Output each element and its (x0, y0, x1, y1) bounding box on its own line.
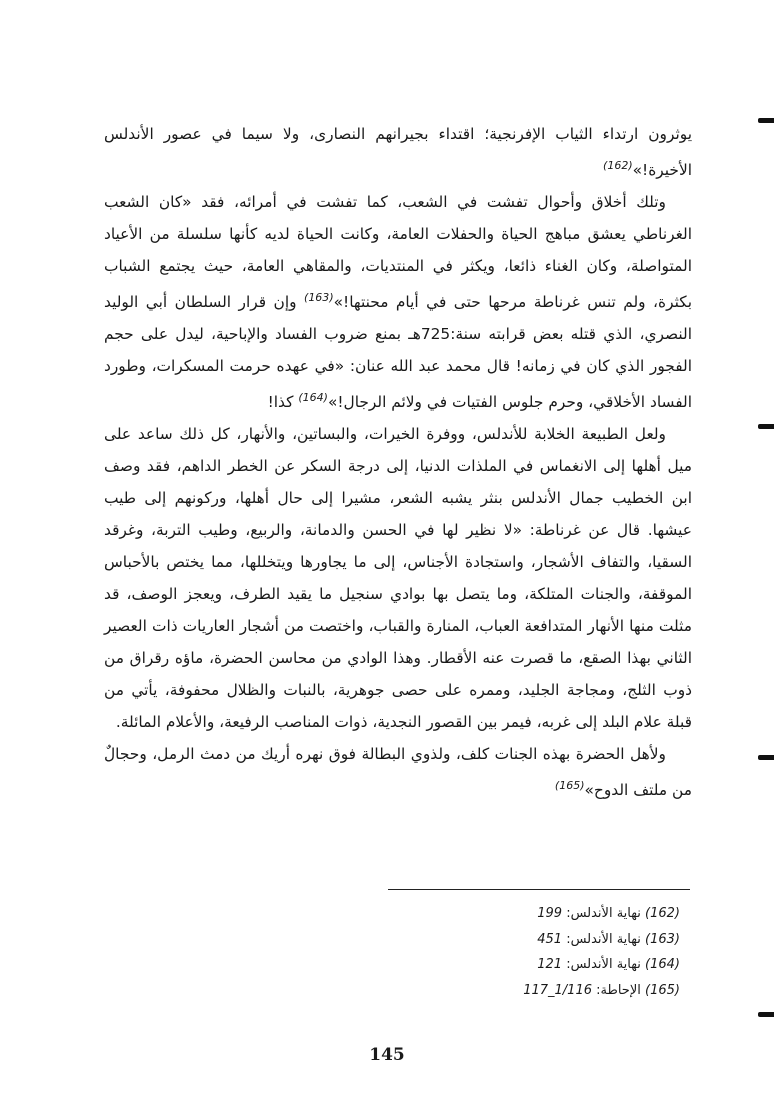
footnote-item: (162) نهاية الأندلس: 199 (537, 906, 680, 921)
main-text (104, 118, 692, 807)
edge-mark (758, 1012, 774, 1017)
footnote-ref-162[interactable]: (162) (603, 159, 633, 172)
footnote-item: (164) نهاية الأندلس: 121 (537, 957, 680, 972)
footnotes (400, 901, 680, 1003)
footnote-divider (388, 889, 690, 890)
paragraph-2: وتلك أخلاق وأحوال تفشت في الشعب، كما تفشت في أمرائه، فقد «كان الشعب الغرناطي يعشق مباهج الحياة والحفلات العامة، وكانت الحياة لديه كأنها سلسلة من الأعياد المتواصلة، وكان الغناء ذائعا، ويكثر في المنتديات، والمقاهي العامة، حيث يجتمع الشباب بكثرة، ولم تنس غرناطة مرحها حتى في أيام محنتها!»$^{(163)}$ وإن قرار السلطان أبي الوليد النصري، الذي قتله بعض قرابته سنة:725هـ بمنع ضروب الفساد والإباحية، ليدل على حجم الفجور الذي كان في زمانه! قال محمد عبد الله عنان: «في عهده حرمت المسكرات، وطورد الفساد الأخلاقي، وحرم جلوس الفتيات في ولائم الرجال!»$^{(164)}$ كذا! (104, 193, 693, 412)
edge-mark (758, 755, 774, 760)
paragraph-3: ولعل الطبيعة الخلابة للأندلس، ووفرة الخيرات، والبساتين، والأنهار، كل ذلك ساعد على ميل أهلها إلى الانغماس في الملذات الدنيا، إلى درجة السكر عن الخطر الداهم، فقد وصف ابن الخطيب جمال الأندلس بنثر يشبه الشعر، مشيرا إلى حال أهلها، وركونهم إلى طيب عيشها. قال عن غرناطة: «لا نظير لها في الحسن والدمانة، والربيع، وطيب التربة، وغرقد السقيا، والتفاف الأشجار، واستجادة الأجناس، إلى ما يجاورها ويتخللها، مما يختص بالأحباس الموقفة، والجنات المتلكة، وما يتصل بها بوادي سنجيل ما يقيد الطرف، ويعجز الوصف، قد مثلت منها الأنهار المتدافعة العباب، المنارة والقباب، واختصت من أشجار العاريات ذات العصير الثاني بهذا الصقع، ما قصرت عنه الأقطار. وهذا الوادي من محاسن الحضرة، ماؤه رقراق من ذوب الثلج، ومجاجة الجليد، وممره على حصى جوهرية، بالنبات والظلال محفوفة، يأتي من قبلة علام البلد إلى غربه، فيمر بين القصور النجدية، ذوات المناصب الرفيعة، والأعلام المائلة. (104, 425, 692, 732)
paragraph-1: يوثرون ارتداء الثياب الإفرنجية؛ اقتداء بجيرانهم النصارى، ولا سيما في عصور الأندلس الأخيرة!»$^{(162)}$ (104, 125, 692, 180)
edge-mark (758, 424, 774, 429)
page-number: 145 (369, 1045, 405, 1065)
edge-mark (758, 118, 774, 123)
paragraph-4: ولأهل الحضرة بهذه الجنات كلف، ولذوي البطالة فوق نهره أريك من دمث الرمل، وحجالٌ من ملتف الدوح»$^{(165)}$ (104, 745, 692, 800)
footnote-item: (163) نهاية الأندلس: 451 (537, 931, 680, 947)
footnote-ref-164[interactable]: (164) (298, 391, 328, 405)
footnote-item: (165) الإحاطة: 1/116_117 (523, 982, 680, 998)
footnote-ref-165[interactable]: (165) (554, 779, 585, 793)
footnote-ref-163[interactable]: (163) (304, 291, 334, 305)
